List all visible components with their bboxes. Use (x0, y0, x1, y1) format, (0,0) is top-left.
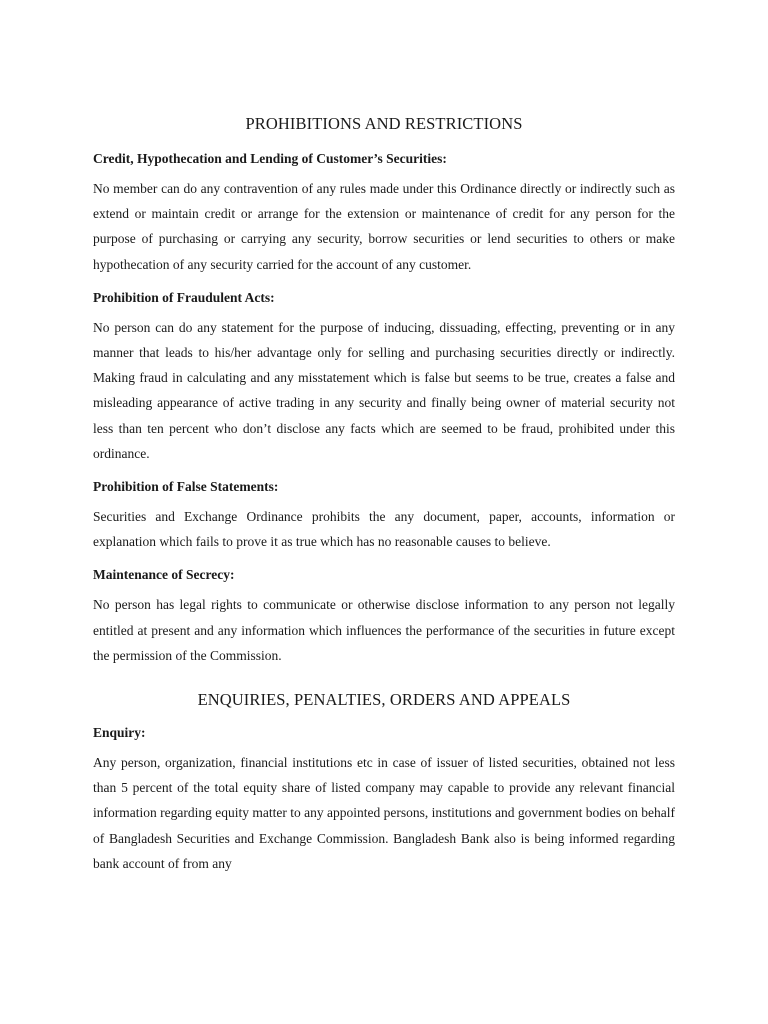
section-heading-enquiry: Enquiry: (93, 725, 146, 741)
section-heading-credit-hypothecation: Credit, Hypothecation and Lending of Customer’s Securities: (93, 151, 447, 166)
section-body-false-statements: Securities and Exchange Ordinance prohibits the any document, paper, accounts, information or explanation which fails to prove it as true which has no reasonable causes to believe. (93, 509, 675, 550)
second-page-title: ENQUIRIES, PENALTIES, ORDERS AND APPEALS (197, 690, 571, 710)
section-heading-false-statements: Prohibition of False Statements: (93, 479, 279, 495)
section-heading-fraudulent-acts: Prohibition of Fraudulent Acts: (93, 289, 275, 305)
document-page (93, 110, 675, 886)
section-body-secrecy: No person has legal rights to communicate or otherwise disclose information to any person not legally entitled at present and any information which influences the performance of the securities in future except the permission of the Commission. (93, 597, 675, 663)
page-title: PROHIBITIONS AND RESTRICTIONS (245, 114, 523, 133)
section-body-credit-hypothecation: No member can do any contravention of any rules made under this Ordinance directly or indirectly such as extend or maintain credit or arrange for the extension or maintenance of credit for any person for the purpose of purchasing or carrying any security, borrow securities or lend securities to others or make hypothecation of any security carried for the account of any customer. (93, 181, 675, 272)
section-heading-secrecy: Maintenance of Secrecy: (93, 567, 235, 583)
section-body-fraudulent-acts: No person can do any statement for the purpose of inducing, dissuading, effecting, preventing or in any manner that leads to his/her advantage only for selling and purchasing securities directly or indirectly. Making fraud in calculating and any misstatement which is false but seems to be true, creates a false and misleading appearance of active trading in any security and finally being owner of material security not less than ten percent who don’t disclose any facts which are seemed to be fraud, prohibited under this ordinance. (93, 319, 675, 461)
section-body-enquiry: Any person, organization, financial institutions etc in case of issuer of listed securities, obtained not less than 5 percent of the total equity share of listed company may capable to provide any relevant financial information regarding equity matter to any appointed persons, institutions and government bodies on behalf of Bangladesh Securities and Exchange Commission. Bangladesh Bank also is being informed regarding bank account of from any (93, 755, 675, 871)
